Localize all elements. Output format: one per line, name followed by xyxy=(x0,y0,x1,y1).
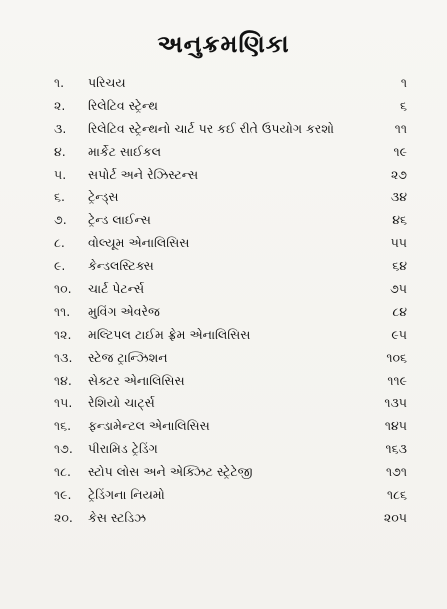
toc-number: ૧૪. xyxy=(54,372,72,388)
toc-page-number: ૧૭૧ xyxy=(386,464,407,480)
toc-row-12 xyxy=(0,324,447,347)
toc-number: ૬. xyxy=(54,189,65,205)
toc-page-number: ૬૪ xyxy=(392,258,407,274)
toc-page-number: ૨૦૫ xyxy=(383,509,407,525)
toc-page-number: ૧૧૯ xyxy=(387,372,407,388)
toc-title: ચાર્ટ પેટર્ન્સ xyxy=(88,281,145,297)
toc-number: ૫. xyxy=(54,166,67,182)
toc-row-13 xyxy=(0,347,447,370)
toc-number: ૭. xyxy=(54,212,67,228)
toc-row-9 xyxy=(0,255,447,278)
toc-number: ૧૭. xyxy=(54,441,73,457)
toc-page-number: ૯૫ xyxy=(391,326,407,342)
toc-row-4 xyxy=(0,141,447,164)
toc-number: ૯. xyxy=(54,258,66,274)
toc-row-1 xyxy=(0,72,447,95)
toc-number: ૧૩. xyxy=(54,349,73,365)
toc-number: ૧૧. xyxy=(54,303,71,319)
toc-number: ૧૯. xyxy=(54,487,72,503)
toc-title: ટ્રેડિંગના નિયમો xyxy=(88,487,165,503)
toc-title: ટ્રેન્ડ લાઈન્સ xyxy=(88,212,151,228)
toc-title: પરિચય xyxy=(88,75,126,90)
toc-page-number: ૧૦૬ xyxy=(386,349,407,365)
toc-row-2 xyxy=(0,95,447,118)
toc-number: ૧૫. xyxy=(54,395,73,411)
page-title: અનુક્રમણિકા xyxy=(157,30,290,58)
toc-title: સપોર્ટ અને રેઝિસ્ટન્સ xyxy=(88,166,199,182)
toc-page-number: ૩૪ xyxy=(390,189,407,205)
toc-number: ૧. xyxy=(54,75,65,90)
toc-title: રેશિયો ચાર્ટ્સ xyxy=(88,395,155,411)
toc-title: કેસ સ્ટડિઝ xyxy=(88,509,146,525)
toc-row-10 xyxy=(0,278,447,301)
toc-row-20 xyxy=(0,507,447,530)
toc-title: મુવિંગ એવરેજ xyxy=(88,303,160,319)
toc-row-7 xyxy=(0,209,447,232)
toc-page-number: ૧૯ xyxy=(393,143,407,159)
toc-number: ૮. xyxy=(54,235,65,251)
toc-page-number: ૧૧ xyxy=(394,120,407,136)
toc-number: ૨૦. xyxy=(54,509,73,525)
toc-row-16 xyxy=(0,415,447,438)
toc-title: મલ્ટિપલ ટાઈમ ફ્રેમ એનાલિસિસ xyxy=(88,326,251,342)
toc-number: ૧૬. xyxy=(54,418,72,434)
toc-page-number: ૫૫ xyxy=(390,235,407,251)
toc-title: સ્ટોપ લોસ અને એક્ઝિટ સ્ટ્રેટેજી xyxy=(88,464,253,480)
table-of-contents xyxy=(0,72,447,530)
toc-row-14 xyxy=(0,370,447,393)
toc-title: રિલેટિવ સ્ટ્રેન્થનો ચાર્ટ પર કઈ રીતે ઉપયોગ કરશો xyxy=(88,120,335,136)
toc-number: ૧૨. xyxy=(54,326,72,342)
toc-page-number: ૧૪૫ xyxy=(384,418,407,434)
toc-title: રિલેટિવ સ્ટ્રેન્થ xyxy=(88,97,158,113)
toc-title: ટ્રેન્ડ્સ xyxy=(88,189,119,205)
toc-page-number: ૧ xyxy=(400,75,407,90)
toc-row-8 xyxy=(0,232,447,255)
toc-row-5 xyxy=(0,164,447,187)
toc-page-number: ૧૬૩ xyxy=(385,441,407,457)
toc-row-6 xyxy=(0,186,447,209)
toc-title: સેક્ટર એનાલિસિસ xyxy=(88,372,185,388)
toc-row-11 xyxy=(0,301,447,324)
toc-title: પીરામિડ ટ્રેડિંગ xyxy=(88,441,158,457)
toc-page-number: ૨૭ xyxy=(390,166,407,182)
toc-page-number: ૪૬ xyxy=(392,212,407,228)
toc-page-number: ૭૫ xyxy=(390,281,407,297)
toc-row-19 xyxy=(0,484,447,507)
toc-number: ૧૦. xyxy=(54,281,72,297)
toc-row-15 xyxy=(0,392,447,415)
toc-page-number: ૧૮૬ xyxy=(386,487,407,503)
toc-page-number: ૬ xyxy=(399,97,407,113)
toc-title: સ્ટેજ ટ્રાન્ઝિશન xyxy=(88,349,168,365)
toc-number: ૪. xyxy=(54,143,66,159)
toc-number: ૨. xyxy=(54,97,66,113)
toc-number: ૩. xyxy=(54,120,67,136)
toc-row-3 xyxy=(0,118,447,141)
toc-number: ૧૮. xyxy=(54,464,71,480)
toc-title: ફન્ડામેન્ટલ એનાલિસિસ xyxy=(88,418,210,434)
toc-row-17 xyxy=(0,438,447,461)
toc-title: માર્કેટ સાઈકલ xyxy=(88,143,162,159)
toc-row-18 xyxy=(0,461,447,484)
toc-title: વોલ્યૂમ એનાલિસિસ xyxy=(88,235,190,251)
toc-title: કેન્ડલસ્ટિક્સ xyxy=(88,258,154,274)
toc-page-number: ૧૩૫ xyxy=(384,395,407,411)
toc-page-number: ૮૪ xyxy=(392,303,407,319)
